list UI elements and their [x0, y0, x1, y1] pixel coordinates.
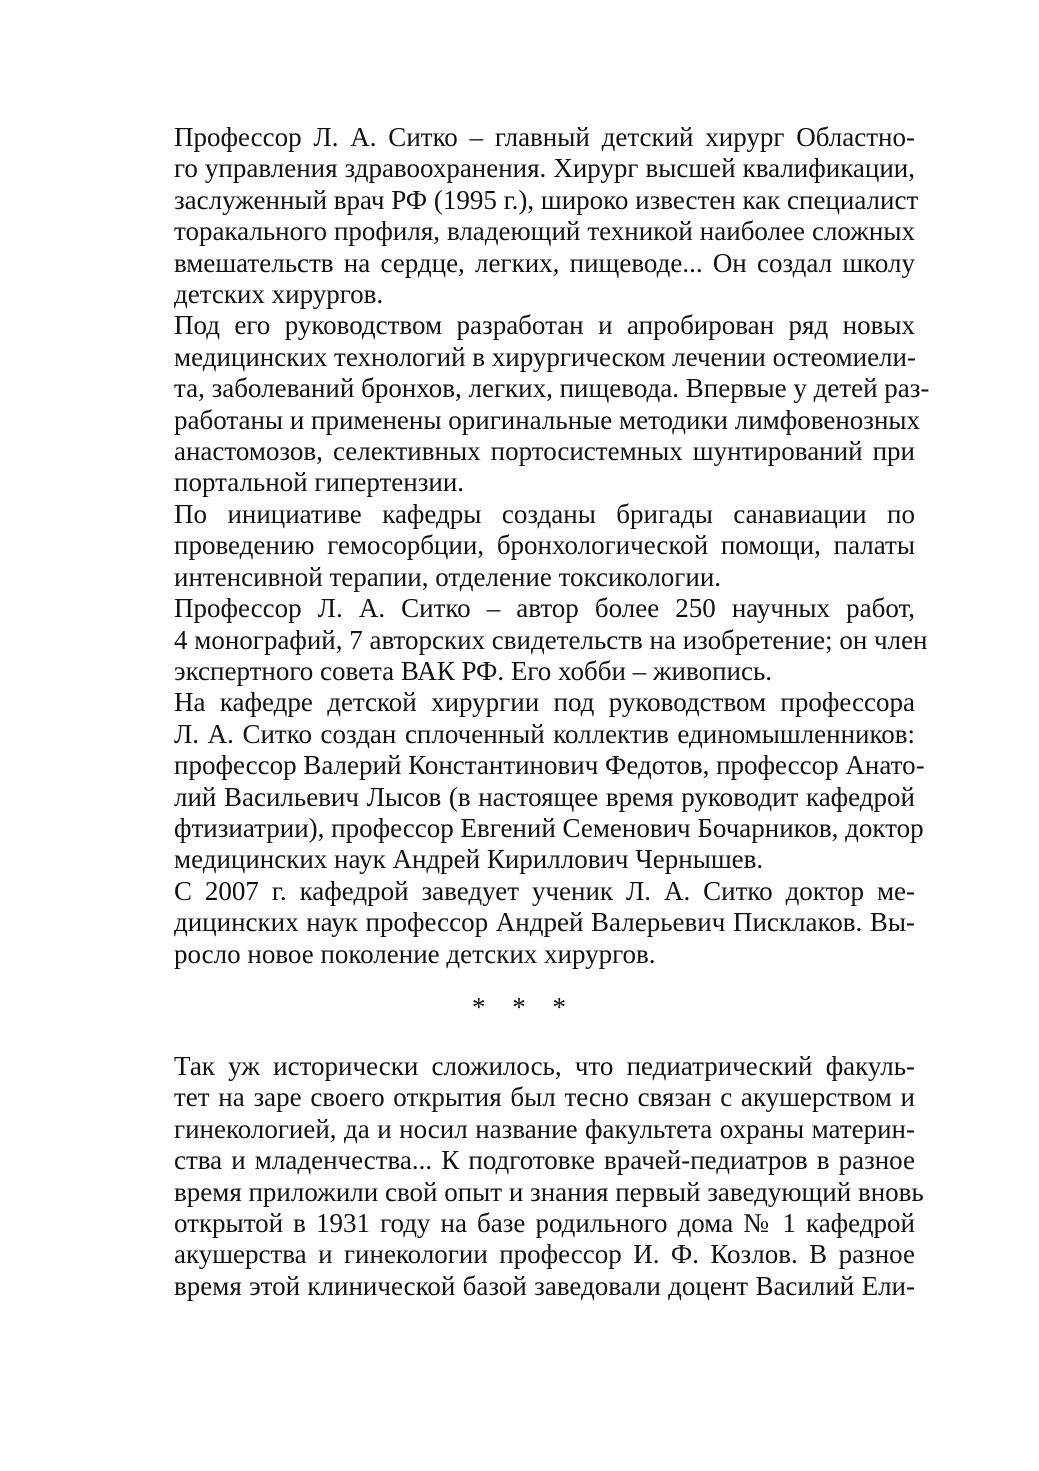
text-line: профессор Валерий Константинович Федотов, профессор Анато-	[174, 750, 925, 781]
text-line: фтизиатрии), профессор Евгений Семенович Бочарников, доктор	[174, 812, 924, 843]
text-line: По инициативе кафедры созданы бригады санавиации по	[174, 498, 915, 529]
text-line: С 2007 г. кафедрой заведует ученик Л. А. Ситко доктор ме-	[174, 875, 915, 906]
paragraph-3	[125, 499, 915, 593]
text-line: 4 монографий, 7 авторских свидетельств на изобретение; он член	[174, 624, 928, 655]
text-line: гинекологией, да и носил название факультета охраны материн-	[174, 1113, 915, 1144]
paragraph-7	[125, 1050, 924, 1302]
text-line: та, заболеваний бронхов, легких, пищевода. Впервые у детей раз-	[174, 373, 930, 404]
section-separator: * * *	[472, 991, 576, 1022]
text-line: детских хирургов.	[174, 279, 384, 310]
text-line: работаны и применены оригинальные методики лимфовенозных	[174, 404, 921, 435]
text-line: лий Васильевич Лысов (в настоящее время руководит кафедрой	[174, 781, 915, 812]
text-line: вмешательств на сердце, легких, пищеводе... Он создал школу	[174, 247, 915, 278]
text-line: время приложили свой опыт и знания первый заведующий вновь	[174, 1176, 924, 1207]
text-line: время этой клинической базой заведовали доцент Василий Ели-	[174, 1270, 915, 1301]
text-line: портальной гипертензии.	[174, 467, 465, 498]
text-line: Профессор Л. А. Ситко – главный детский хирург Областно-	[174, 122, 915, 152]
text-line: медицинских технологий в хирургическом лечении остеомиели-	[174, 341, 916, 372]
text-line: дицинских наук профессор Андрей Валерьевич Писклаков. Вы-	[174, 907, 915, 938]
paragraph-2	[125, 310, 930, 498]
text-line: го управления здравоохранения. Хирург высшей квалификации,	[174, 153, 915, 184]
text-line: ства и младенчества... К подготовке врачей-педиатров в разное	[174, 1145, 915, 1176]
text-line: росло новое поколение детских хирургов.	[174, 938, 656, 969]
text-line: Так уж исторически сложилось, что педиатрический факуль-	[174, 1050, 915, 1081]
text-line: тет на заре своего открытия был тесно связан с акушерством и	[174, 1082, 915, 1113]
text-line: интенсивной терапии, отделение токсикологии.	[174, 561, 722, 592]
text-line: открытой в 1931 году на базе родильного дома № 1 кафедрой	[174, 1208, 915, 1238]
text-line: проведению гемосорбции, бронхологической помощи, палаты	[174, 530, 915, 561]
text-line: Л. А. Ситко создан сплоченный коллектив единомышленников:	[174, 718, 915, 749]
text-line: медицинских наук Андрей Кириллович Чернышев.	[174, 844, 764, 875]
paragraph-5	[125, 687, 925, 875]
text-line: Профессор Л. А. Ситко – автор более 250 научных работ,	[174, 593, 915, 624]
paragraph-4	[125, 593, 928, 687]
text-line: акушерства и гинекологии профессор И. Ф. Козлов. В разное	[174, 1239, 915, 1270]
text-line: заслуженный врач РФ (1995 г.), широко известен как специалист	[174, 184, 919, 215]
text-line: торакального профиля, владеющий техникой наиболее сложных	[174, 216, 915, 247]
paragraph-6	[125, 876, 915, 970]
text-line: экспертного совета ВАК РФ. Его хобби – живопись.	[174, 655, 773, 686]
paragraph-1	[125, 122, 919, 310]
text-line: анастомозов, селективных портосистемных шунтирований при	[174, 436, 915, 467]
document-page	[125, 122, 930, 1302]
text-line: Под его руководством разработан и апробирован ряд новых	[174, 310, 915, 341]
text-line: На кафедре детской хирургии под руководством профессора	[174, 687, 915, 718]
